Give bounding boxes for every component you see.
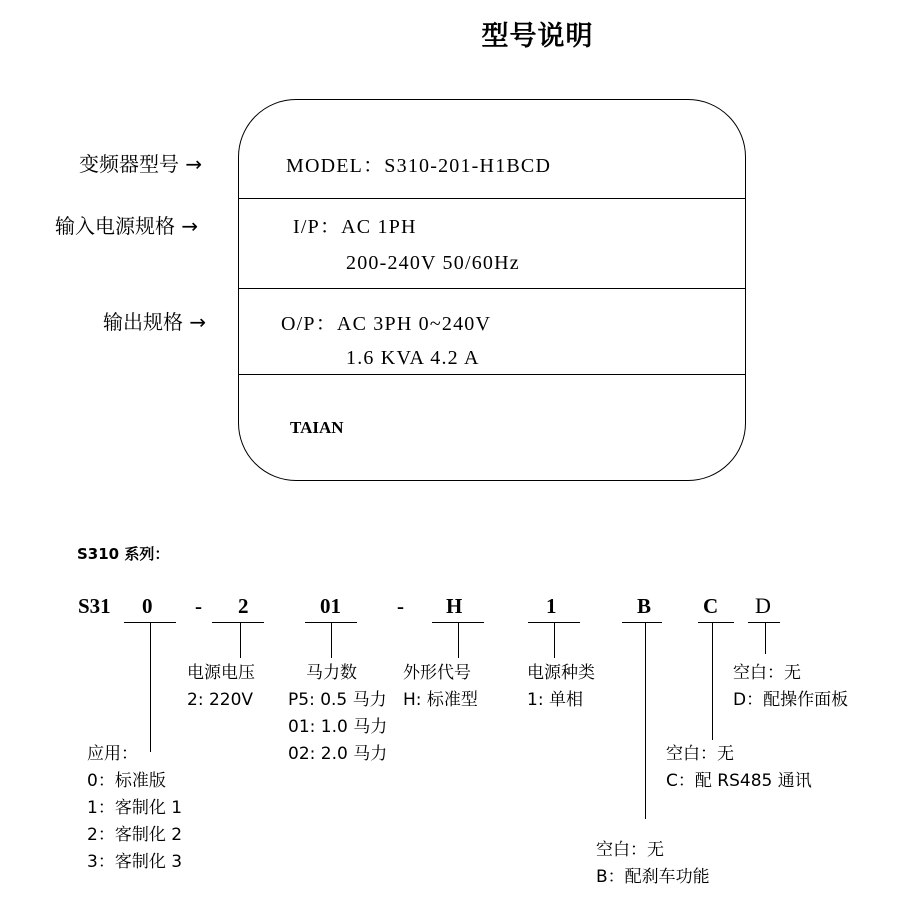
code-comm: C: [703, 594, 719, 618]
comm-option: 空白：无: [666, 744, 734, 764]
output-line-1: O/P：AC 3PH 0~240V: [281, 313, 492, 335]
horsepower-option: 01: 1.0 马力: [288, 717, 388, 737]
brand-logo: TAIAN: [290, 418, 344, 437]
power-type-option: 1: 单相: [527, 690, 583, 710]
code-power-type: 1: [546, 594, 557, 618]
code-panel: D: [755, 593, 771, 618]
connector-line: [212, 622, 264, 623]
input-line-2: 200-240V 50/60Hz: [346, 252, 520, 274]
code-horsepower: 01: [320, 594, 341, 618]
comm-option: C：配 RS485 通讯: [666, 771, 812, 791]
connector-line: [150, 622, 151, 752]
panel-desc: [733, 660, 848, 714]
series-title: S310 系列：: [77, 545, 170, 563]
connector-line: [240, 622, 241, 658]
shape-desc: [403, 660, 478, 714]
brake-option: B：配刹车功能: [596, 867, 710, 887]
connector-line: [458, 622, 459, 658]
brake-desc: [596, 837, 710, 891]
voltage-heading: 电源电压: [187, 663, 255, 683]
voltage-desc: [187, 660, 255, 714]
nameplate-divider: [238, 198, 746, 199]
application-heading: 应用：: [87, 744, 138, 764]
comm-desc: [666, 741, 812, 795]
application-option: 1：客制化 1: [87, 798, 183, 818]
page-title: 型号说明: [481, 21, 594, 52]
connector-line: [765, 622, 766, 654]
code-application: 0: [142, 594, 153, 618]
code-dash: -: [195, 594, 202, 618]
connector-line: [712, 622, 713, 740]
output-label: 输出规格 →: [103, 310, 207, 334]
connector-line: [622, 622, 662, 623]
connector-line: [554, 622, 555, 658]
connector-line: [698, 622, 734, 623]
power-type-heading: 电源种类: [527, 663, 595, 683]
output-line-2: 1.6 KVA 4.2 A: [346, 347, 480, 369]
model-value: MODEL：S310-201-H1BCD: [286, 155, 552, 177]
shape-heading: 外形代号: [403, 663, 471, 683]
application-desc: [87, 741, 182, 876]
code-shape: H: [446, 594, 463, 618]
code-voltage: 2: [238, 594, 249, 618]
input-label: 输入电源规格 →: [55, 214, 199, 238]
code-prefix: S31: [78, 594, 111, 618]
power-type-desc: [527, 660, 595, 714]
horsepower-heading: 马力数: [306, 663, 357, 683]
nameplate-divider: [238, 374, 746, 375]
shape-option: H: 标准型: [403, 690, 478, 710]
application-option: 3：客制化 3: [87, 852, 183, 872]
input-line-1: I/P：AC 1PH: [293, 216, 417, 238]
code-brake: B: [637, 594, 652, 618]
voltage-option: 2: 220V: [187, 690, 254, 710]
connector-line: [645, 622, 646, 819]
code-dash: -: [397, 594, 404, 618]
application-option: 2：客制化 2: [87, 825, 183, 845]
nameplate-divider: [238, 288, 746, 289]
horsepower-option: P5: 0.5 马力: [288, 690, 387, 710]
brake-option: 空白：无: [596, 840, 664, 860]
panel-option: D：配操作面板: [733, 690, 849, 710]
application-option: 0：标准版: [87, 771, 166, 791]
panel-option: 空白：无: [733, 663, 801, 683]
model-label: 变频器型号 →: [79, 152, 203, 176]
horsepower-option: 02: 2.0 马力: [288, 744, 388, 764]
horsepower-desc: [288, 660, 387, 768]
connector-line: [748, 622, 780, 623]
connector-line: [331, 622, 332, 658]
